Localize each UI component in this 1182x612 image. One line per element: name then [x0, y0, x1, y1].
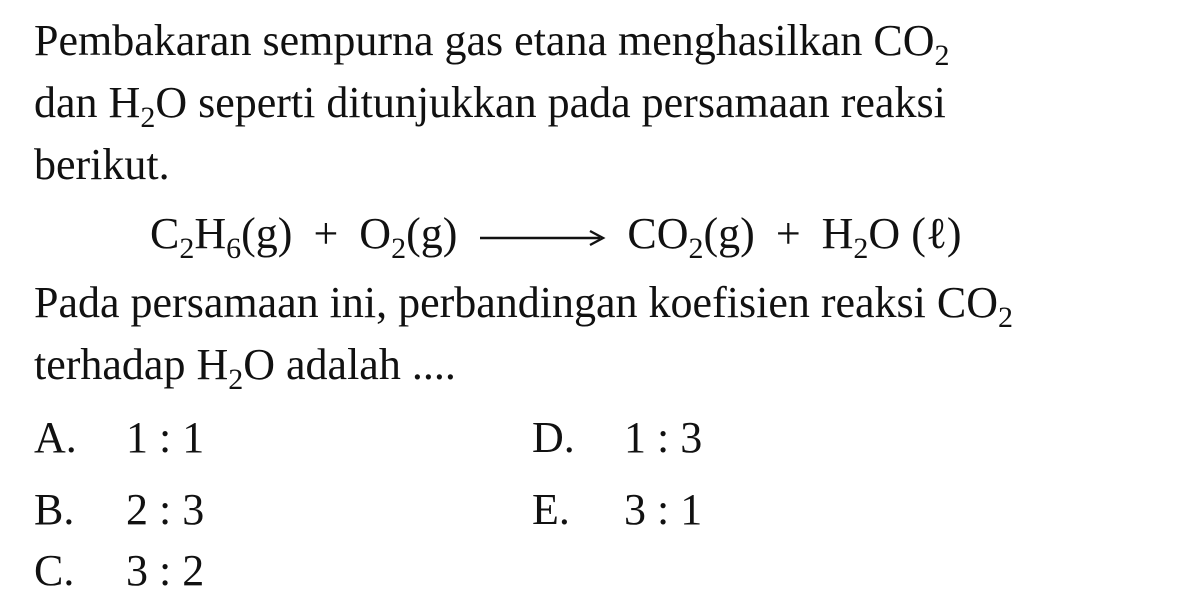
option-c-value: 3 : 2: [126, 546, 205, 595]
ethane-h: H: [194, 209, 227, 258]
water-subscript: 2: [853, 232, 869, 265]
option-c[interactable]: [34, 540, 204, 602]
reactant-ethane: [150, 209, 293, 265]
oxygen-subscript: 2: [391, 232, 407, 265]
prompt-text-2: terhadap H: [34, 340, 229, 389]
plus-sign-1: +: [313, 209, 339, 258]
option-b[interactable]: [34, 479, 204, 541]
prompt-subscript-2: 2: [228, 363, 244, 396]
co2-co: CO: [627, 209, 689, 258]
option-e-letter: E.: [532, 485, 570, 534]
option-d-letter: D.: [532, 413, 575, 462]
option-b-value: 2 : 3: [126, 485, 205, 534]
question-intro: [34, 10, 1154, 196]
prompt-text-1: Pada persamaan ini, perbandingan koefisien reaksi CO: [34, 278, 999, 327]
intro-text-1: Pembakaran sempurna gas etana menghasilkan CO: [34, 16, 935, 65]
reactant-oxygen: [359, 209, 458, 265]
ethane-state: (g): [241, 209, 293, 258]
product-carbon-dioxide: [627, 209, 755, 265]
option-e-value: 3 : 1: [624, 485, 703, 534]
plus-sign-2: +: [775, 209, 801, 258]
option-a-value: 1 : 1: [126, 413, 205, 462]
intro-subscript-1: 2: [934, 39, 950, 72]
reaction-equation: [150, 203, 962, 265]
ethane-c-subscript: 2: [179, 232, 195, 265]
co2-state: (g): [703, 209, 755, 258]
intro-text-2: dan H: [34, 78, 141, 127]
ethane-c: C: [150, 209, 180, 258]
question-prompt: [34, 272, 1154, 396]
water-h: H: [821, 209, 854, 258]
option-d-value: 1 : 3: [624, 413, 703, 462]
option-c-letter: C.: [34, 546, 75, 595]
prompt-text-3: O adalah ....: [243, 340, 456, 389]
intro-text-4: berikut.: [34, 140, 170, 189]
oxygen-o: O: [359, 209, 392, 258]
co2-subscript: 2: [688, 232, 704, 265]
option-d[interactable]: [532, 407, 702, 469]
oxygen-state: (g): [406, 209, 458, 258]
prompt-subscript-1: 2: [998, 301, 1014, 334]
option-e[interactable]: [532, 479, 702, 541]
intro-text-3: O seperti ditunjukkan pada persamaan reaksi: [155, 78, 946, 127]
option-a-letter: A.: [34, 413, 77, 462]
reaction-arrow-icon: [478, 228, 606, 248]
option-b-letter: B.: [34, 485, 75, 534]
water-state: (ℓ): [911, 209, 962, 258]
product-water: [821, 209, 962, 265]
option-a[interactable]: [34, 407, 204, 469]
ethane-h-subscript: 6: [226, 232, 242, 265]
water-o: O: [868, 209, 901, 258]
intro-subscript-2: 2: [140, 101, 156, 134]
